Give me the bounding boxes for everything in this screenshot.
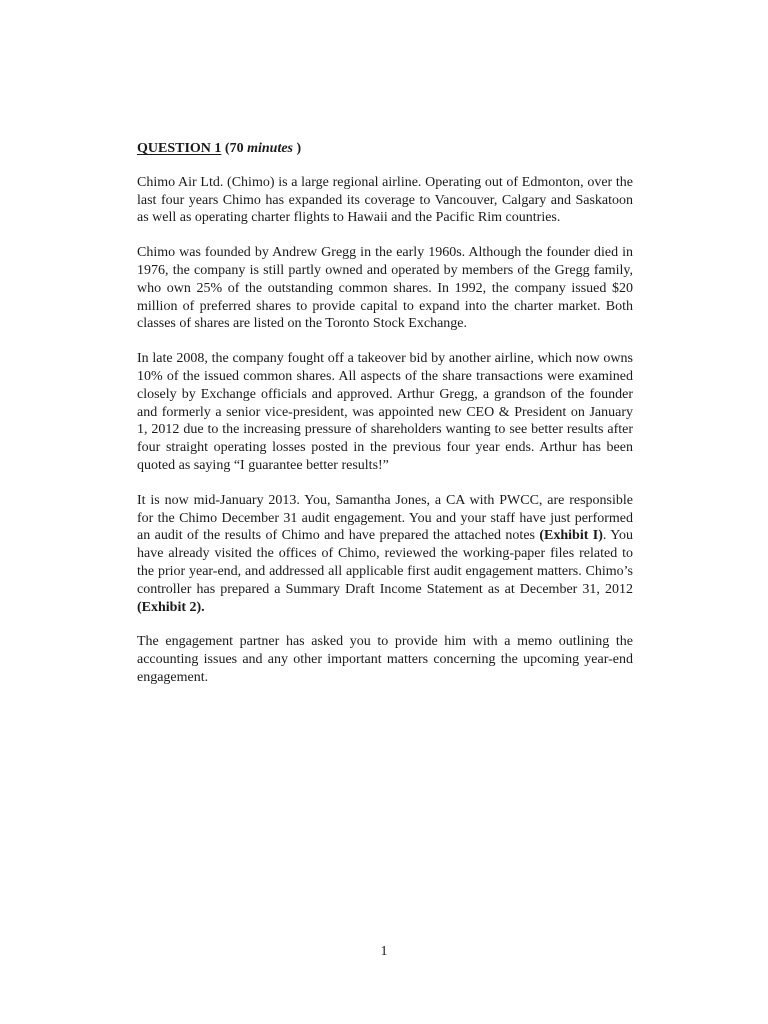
engagement-text-1: It is now mid-January 2013. You, Samantha Jones, a CA with PWCC, are responsible for the Chimo December 31 audit engagement. You and your staff have just performed an audit of the results of Chimo and have prepared the attached notes — [137, 492, 633, 544]
page-number: 1 — [380, 944, 388, 959]
document-body — [137, 140, 633, 704]
duration-open: (70 — [224, 141, 248, 156]
duration-unit: minutes — [247, 141, 293, 156]
exhibit-2-reference: (Exhibit 2). — [137, 599, 205, 615]
paragraph-intro: Chimo Air Ltd. (Chimo) is a large regional airline. Operating out of Edmonton, over the last four years Chimo has expanded its coverage to Vancouver, Calgary and Saskatoon as well as operating charter flights to Hawaii and the Pacific Rim countries. — [137, 174, 633, 226]
paragraph-memo-request: The engagement partner has asked you to provide him with a memo outlining the accounting issues and any other important matters concerning the upcoming year-end engagement. — [137, 634, 633, 685]
engagement-text-2: . You have already visited the offices of Chimo, reviewed the working-paper files related to the prior year-end, and addressed all applicable first audit engagement matters. Chimo’s controller has prepared a Summary Draft Income Statement as at December 31, 2012 — [137, 528, 633, 597]
question-heading — [137, 140, 633, 158]
exhibit-1-reference: (Exhibit I) — [539, 528, 603, 544]
paragraph-takeover: In late 2008, the company fought off a takeover bid by another airline, which now owns 10% of the issued common shares. All aspects of the share transactions were examined closely by Exchange officials and approved. Arthur Gregg, a grandson of the founder and formerly a senior vice-president, was appointed new CEO & President on January 1, 2012 due to the increasing pressure of shareholders wanting to see better results after four straight operating losses posted in the previous four year ends. Arthur has been quoted as saying “I guarantee better results!” — [137, 351, 633, 473]
question-duration — [225, 141, 301, 156]
paragraph-engagement — [137, 492, 633, 617]
question-label: QUESTION 1 — [137, 141, 222, 156]
paragraph-founding: Chimo was founded by Andrew Gregg in the early 1960s. Although the founder died in 1976, the company is still partly owned and operated by members of the Gregg family, who own 25% of the outstanding common shares. In 1992, the company issued $20 million of preferred shares to provide capital to expand into the charter market. Both classes of shares are listed on the Toronto Stock Exchange. — [137, 245, 633, 332]
duration-close: ) — [293, 141, 302, 156]
